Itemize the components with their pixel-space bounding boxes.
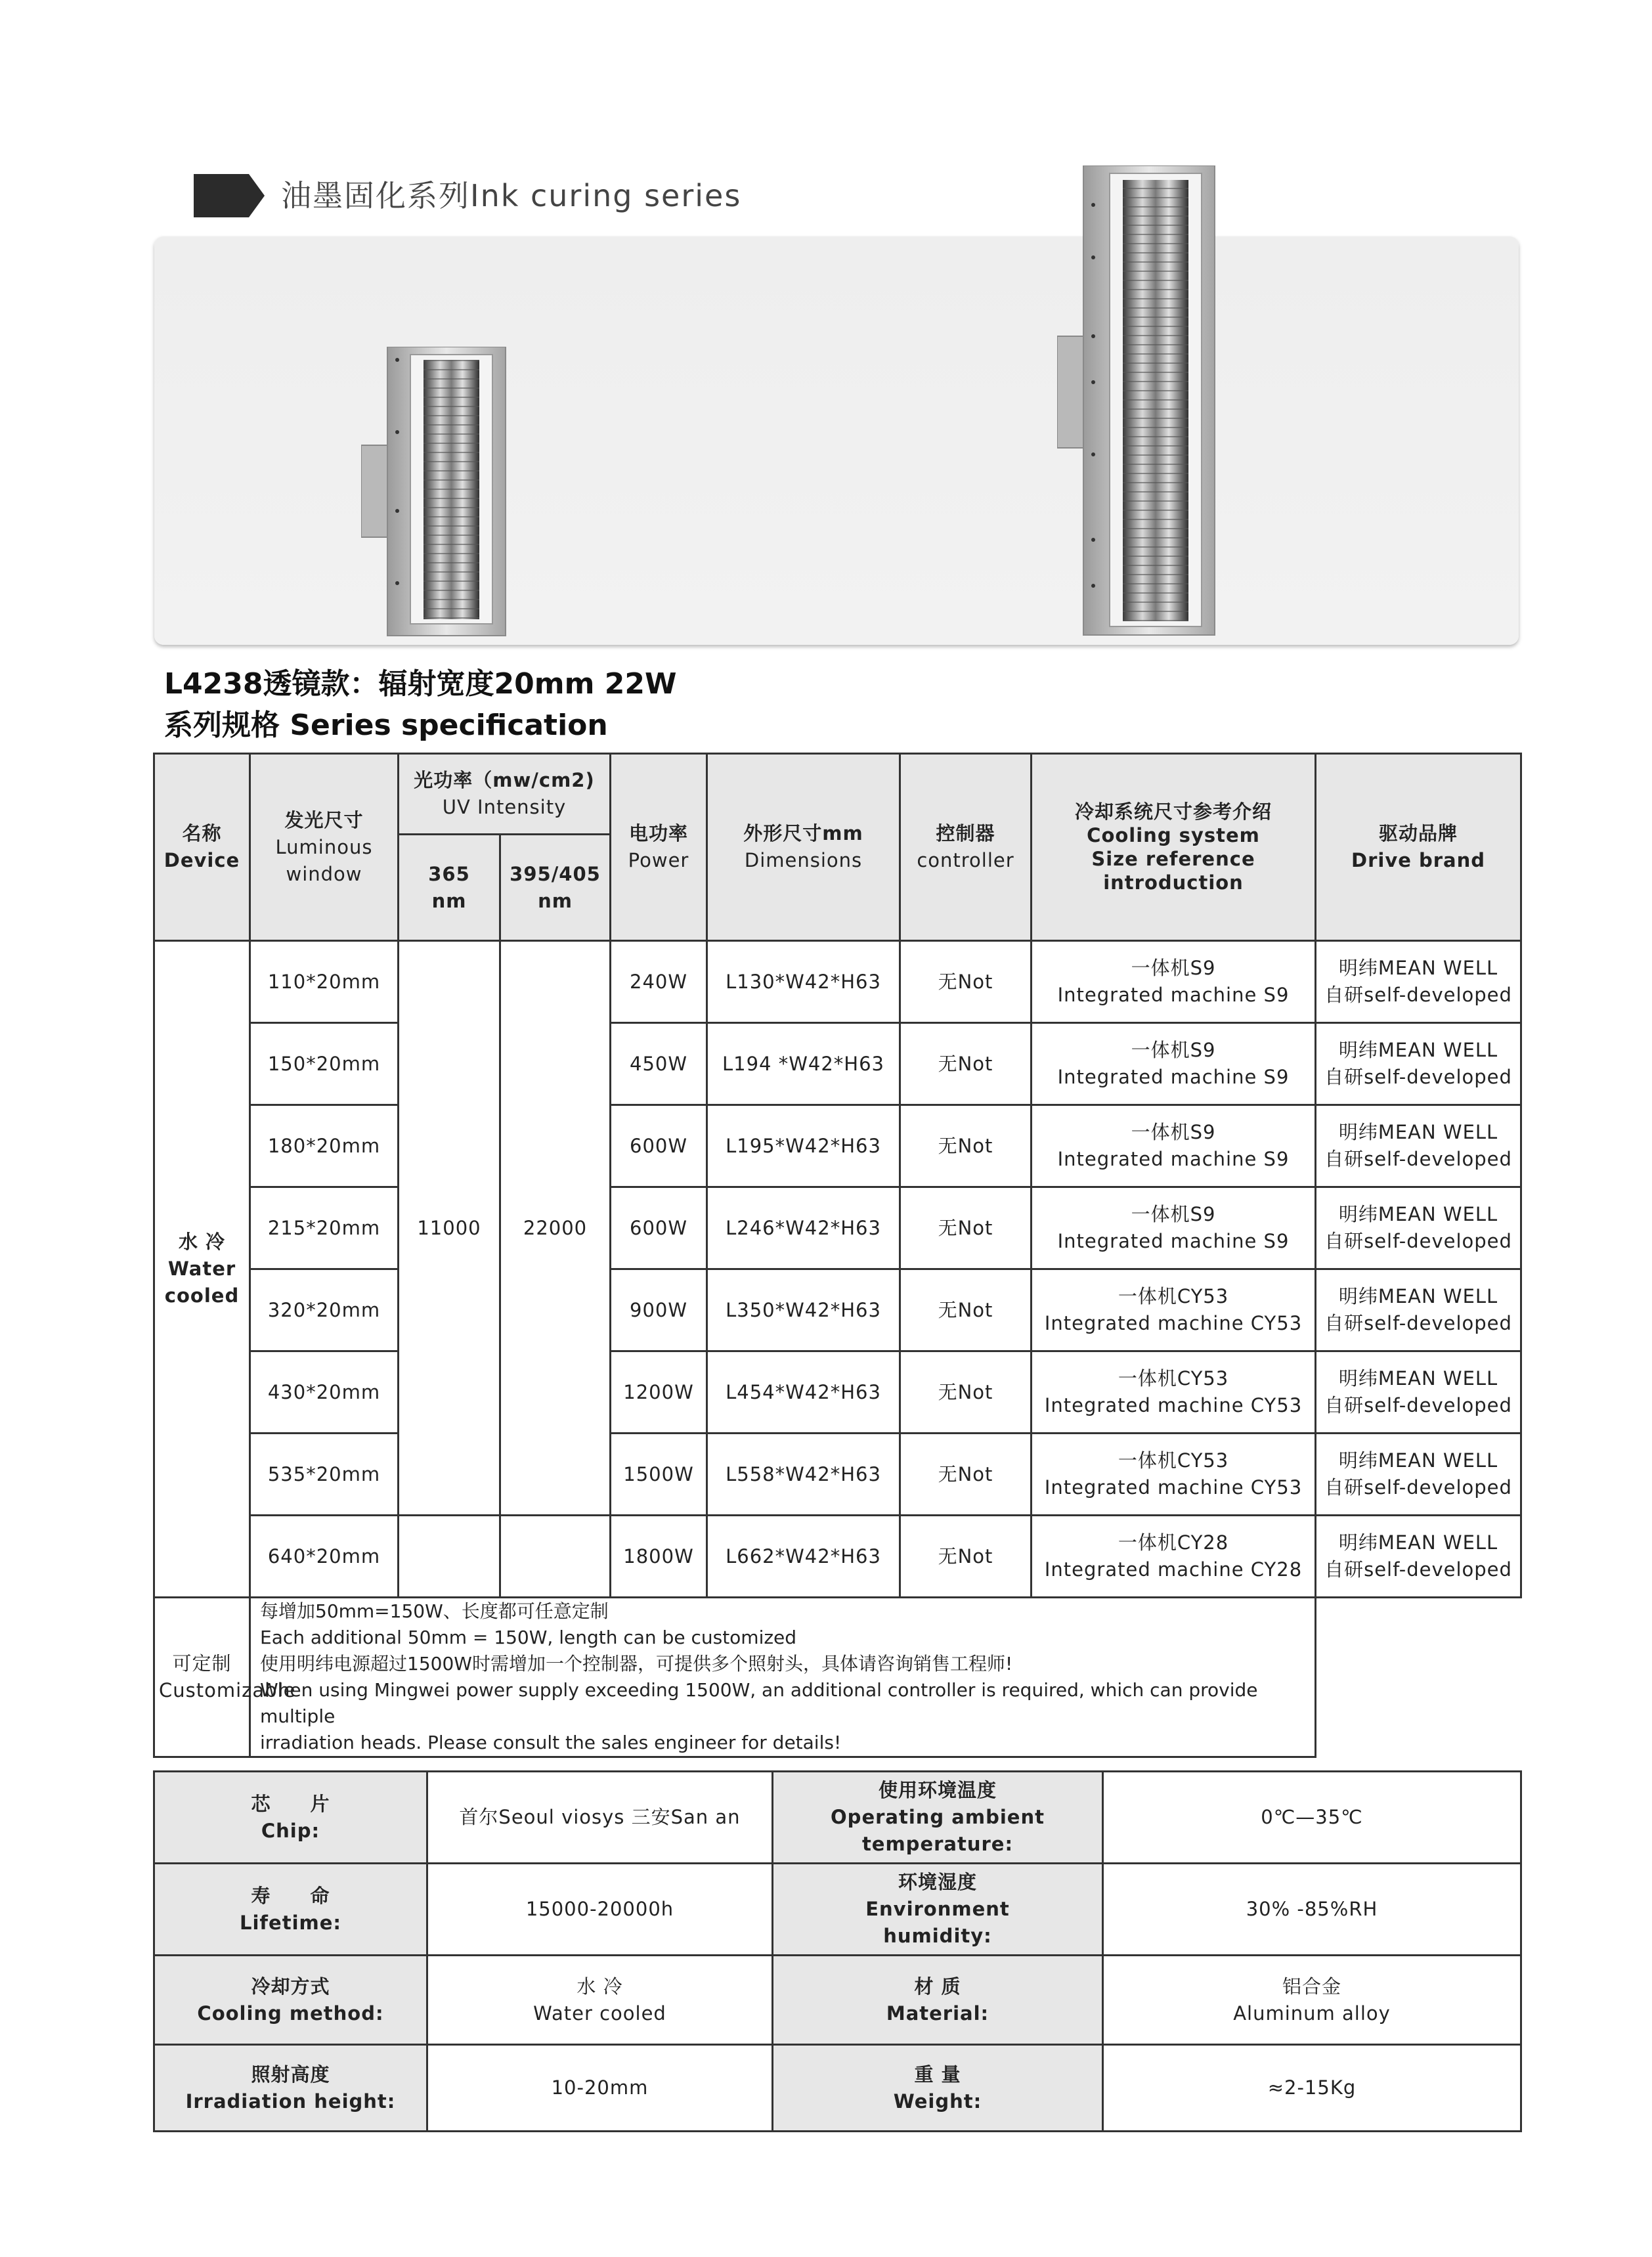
cooling-value: 一体机S9 Integrated machine S9: [1032, 1187, 1316, 1269]
intensity-395: 22000: [500, 941, 611, 1516]
dimensions-value: L662*W42*H63: [707, 1516, 900, 1598]
header-dimensions: 外形尺寸mm Dimensions: [707, 754, 900, 941]
drive-brand-value: 明纬MEAN WELL 自研self-developed: [1316, 1269, 1521, 1351]
custom-notes: 每增加50mm=150W、长度都可任意定制 Each additional 50mm = 150W, length can be customized 使用明纬电源超过1500W时需增加一个控制器，可提供多个照射头，具体请咨询销售工程师! When using Mingwei power supply exceeding 1500W, an additional controller is required, which can provide multiple irradiation heads. Please consult the sales engineer for details!: [250, 1598, 1316, 1757]
drive-brand-value: 明纬MEAN WELL 自研self-developed: [1316, 1105, 1521, 1187]
uv-lamp-tall-image: [1057, 165, 1241, 638]
header-device: 名称 Device: [154, 754, 250, 941]
param-value: 10-20mm: [427, 2045, 773, 2132]
table-row: [154, 941, 1521, 1023]
param-value: 0℃—35℃: [1103, 1772, 1521, 1864]
luminous-size: 430*20mm: [250, 1351, 399, 1434]
table-row: [154, 1105, 1521, 1187]
param-label: 芯 片 Chip:: [154, 1772, 427, 1864]
series-title: 系列规格 Series specification: [164, 709, 608, 742]
dimensions-value: L454*W42*H63: [707, 1351, 900, 1434]
device-cell: 水 冷 Water cooled: [154, 941, 250, 1598]
header-controller: 控制器 controller: [900, 754, 1032, 941]
param-row: [154, 1772, 1521, 1864]
power-value: 450W: [611, 1023, 707, 1105]
power-value: 1800W: [611, 1516, 707, 1598]
table-row: [154, 1351, 1521, 1434]
table-row: [154, 1187, 1521, 1269]
luminous-size: 640*20mm: [250, 1516, 399, 1598]
param-label: 材 质 Material:: [773, 1956, 1103, 2045]
product-image-panel: [154, 236, 1519, 645]
dimensions-value: L558*W42*H63: [707, 1434, 900, 1516]
section-marker-icon: [194, 174, 265, 217]
power-value: 600W: [611, 1187, 707, 1269]
header-365nm: 365 nm: [399, 835, 500, 941]
luminous-size: 215*20mm: [250, 1187, 399, 1269]
dimensions-value: L350*W42*H63: [707, 1269, 900, 1351]
drive-brand-value: 明纬MEAN WELL 自研self-developed: [1316, 1023, 1521, 1105]
spec-table: [153, 753, 1522, 1758]
param-row: [154, 2045, 1521, 2132]
header-uv-intensity: 光功率（mw/cm2) UV Intensity: [399, 754, 611, 835]
param-label: 重 量 Weight:: [773, 2045, 1103, 2132]
cooling-value: 一体机CY53 Integrated machine CY53: [1032, 1269, 1316, 1351]
dimensions-value: L130*W42*H63: [707, 941, 900, 1023]
cooling-value: 一体机CY53 Integrated machine CY53: [1032, 1351, 1316, 1434]
drive-brand-value: 明纬MEAN WELL 自研self-developed: [1316, 1516, 1521, 1598]
drive-brand-value: 明纬MEAN WELL 自研self-developed: [1316, 941, 1521, 1023]
controller-value: 无Not: [900, 1269, 1032, 1351]
dimensions-value: L195*W42*H63: [707, 1105, 900, 1187]
luminous-size: 110*20mm: [250, 941, 399, 1023]
intensity-365-empty: [399, 1516, 500, 1598]
param-label: 寿 命 Lifetime:: [154, 1864, 427, 1956]
cooling-value: 一体机S9 Integrated machine S9: [1032, 1105, 1316, 1187]
power-value: 600W: [611, 1105, 707, 1187]
header-cooling: 冷却系统尺寸参考介绍 Cooling system Size reference introduction: [1032, 754, 1316, 941]
controller-value: 无Not: [900, 1023, 1032, 1105]
param-value: 铝合金 Aluminum alloy: [1103, 1956, 1521, 2045]
controller-value: 无Not: [900, 941, 1032, 1023]
param-row: [154, 1956, 1521, 2045]
param-label: 使用环境温度 Operating ambient temperature:: [773, 1772, 1103, 1864]
luminous-size: 320*20mm: [250, 1269, 399, 1351]
header-drive-brand: 驱动品牌 Drive brand: [1316, 754, 1521, 941]
param-label: 照射高度 Irradiation height:: [154, 2045, 427, 2132]
params-table: [153, 1770, 1522, 2132]
cooling-value: 一体机CY28 Integrated machine CY28: [1032, 1516, 1316, 1598]
controller-value: 无Not: [900, 1351, 1032, 1434]
controller-value: 无Not: [900, 1516, 1032, 1598]
drive-brand-value: 明纬MEAN WELL 自研self-developed: [1316, 1434, 1521, 1516]
header-luminous: 发光尺寸 Luminous window: [250, 754, 399, 941]
cooling-value: 一体机CY53 Integrated machine CY53: [1032, 1434, 1316, 1516]
controller-value: 无Not: [900, 1434, 1032, 1516]
drive-brand-value: 明纬MEAN WELL 自研self-developed: [1316, 1351, 1521, 1434]
param-label: 环境湿度 Environment humidity:: [773, 1864, 1103, 1956]
cooling-value: 一体机S9 Integrated machine S9: [1032, 941, 1316, 1023]
param-value: 30% -85%RH: [1103, 1864, 1521, 1956]
param-row: [154, 1864, 1521, 1956]
power-value: 900W: [611, 1269, 707, 1351]
cooling-value: 一体机S9 Integrated machine S9: [1032, 1023, 1316, 1105]
drive-brand-value: 明纬MEAN WELL 自研self-developed: [1316, 1187, 1521, 1269]
table-row: [154, 1434, 1521, 1516]
custom-label: 可定制 Customizable: [154, 1598, 250, 1757]
power-value: 1500W: [611, 1434, 707, 1516]
luminous-size: 150*20mm: [250, 1023, 399, 1105]
header-power: 电功率 Power: [611, 754, 707, 941]
controller-value: 无Not: [900, 1105, 1032, 1187]
header-395nm: 395/405 nm: [500, 835, 611, 941]
table-row: [154, 1516, 1521, 1598]
table-row: [154, 1023, 1521, 1105]
param-value: 首尔Seoul viosys 三安San an: [427, 1772, 773, 1864]
luminous-size: 535*20mm: [250, 1434, 399, 1516]
power-value: 1200W: [611, 1351, 707, 1434]
intensity-365: 11000: [399, 941, 500, 1516]
table-row: [154, 1269, 1521, 1351]
model-title: L4238透镜款：辐射宽度20mm 22W: [164, 667, 677, 701]
param-label: 冷却方式 Cooling method:: [154, 1956, 427, 2045]
uv-lamp-small-image: [361, 347, 519, 642]
controller-value: 无Not: [900, 1187, 1032, 1269]
intensity-395-empty: [500, 1516, 611, 1598]
param-value: 水 冷 Water cooled: [427, 1956, 773, 2045]
param-value: ≈2-15Kg: [1103, 2045, 1521, 2132]
power-value: 240W: [611, 941, 707, 1023]
luminous-size: 180*20mm: [250, 1105, 399, 1187]
section-title: 油墨固化系列Ink curing series: [281, 178, 742, 213]
dimensions-value: L194 *W42*H63: [707, 1023, 900, 1105]
param-value: 15000-20000h: [427, 1864, 773, 1956]
dimensions-value: L246*W42*H63: [707, 1187, 900, 1269]
